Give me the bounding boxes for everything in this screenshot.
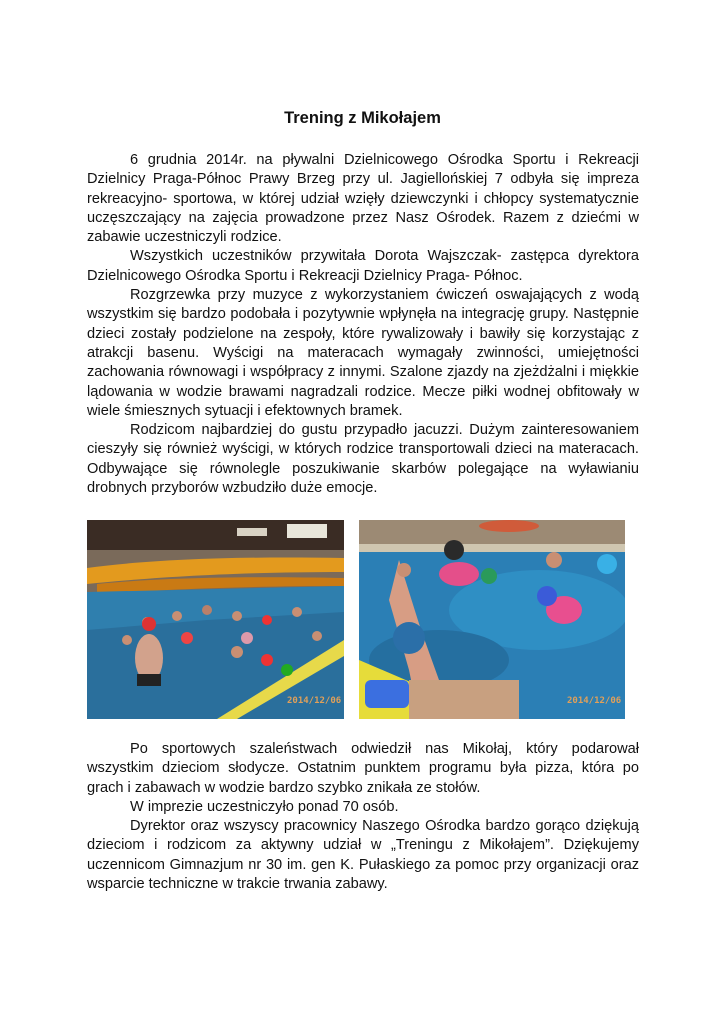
paragraph: Dyrektor oraz wszyscy pracownicy Naszego Ośrodka bardzo gorąco dziękują dzieciom i rodzicom za aktywny udział w „Treningu z Mikołajem”. Dziękujemy uczennicom Gimnazjum nr 30 im. gen K. Pułaskiego za pomoc przy organizacji oraz wsparcie techniczne w trakcie trwania zabawy. xyxy=(87,818,639,893)
paragraph: 6 grudnia 2014r. na pływalni Dzielnicowego Ośrodka Sportu i Rekreacji Dzielnicy Praga-Północ Prawy Brzeg przy ul. Jagiellońskiej 7 odbyła się impreza rekreacyjno- sportowa, w której udział wzięły dziewczynki i chłopcy systematycznie uczęszczający na zajęcia prowadzone przez Nasz Ośrodek. Razem z dziećmi w zabawie uczestniczyli rodzice. xyxy=(87,152,639,246)
text-block-bottom xyxy=(87,740,639,894)
paragraph: W imprezie uczestniczyło ponad 70 osób. xyxy=(130,798,399,815)
photo-date-stamp: 2014/12/06 xyxy=(567,696,622,706)
photo-children-in-pool-image xyxy=(359,520,625,719)
paragraph: Rodzicom najbardziej do gustu przypadło jacuzzi. Dużym zainteresowaniem cieszyły się również wyścigi, w których rodzice transportowali dzieci na materacach. Odbywające się równolegle poszukiwanie skarbów polegające na wyławianiu drobnych przyborów wzbudziło duże emocje. xyxy=(87,422,639,497)
photo-pool-slide-image xyxy=(87,520,344,719)
photo-children-in-pool xyxy=(359,520,625,719)
document-title: Trening z Mikołajem xyxy=(284,109,441,127)
text-block-top xyxy=(87,151,639,498)
paragraph: Po sportowych szaleństwach odwiedził nas Mikołaj, który podarował wszystkim dzieciom słodycze. Ostatnim punktem programu była pizza, która po grach i zabawach w wodzie bardzo szybko znikała ze stołów. xyxy=(87,741,639,796)
paragraph: Rozgrzewka przy muzyce z wykorzystaniem ćwiczeń oswajających z wodą wszystkim się bardzo podobała i pozytywnie wpłynęła na integrację grupy. Następnie dzieci zostały podzielone na zespoły, które rywalizowały i bawiły się korzystając z atrakcji basenu. Wyścigi na materacach wymagały zwinności, umiejętności zachowania równowagi i współpracy z innymi. Szalone zjazdy na zjeżdżalni i miękkie lądowania w wodzie brawami nagradzali rodzice. Mecze piłki wodnej obfitowały w wiele śmiesznych sytuacji i efektownych bramek. xyxy=(87,287,639,419)
photo-date-stamp: 2014/12/06 xyxy=(287,696,342,706)
paragraph: Wszystkich uczestników przywitała Dorota Wajszczak- zastępca dyrektora Dzielnicowego Ośrodka Sportu i Rekreacji Dzielnicy Praga- Północ. xyxy=(87,248,639,284)
photo-pool-slide xyxy=(87,520,344,719)
